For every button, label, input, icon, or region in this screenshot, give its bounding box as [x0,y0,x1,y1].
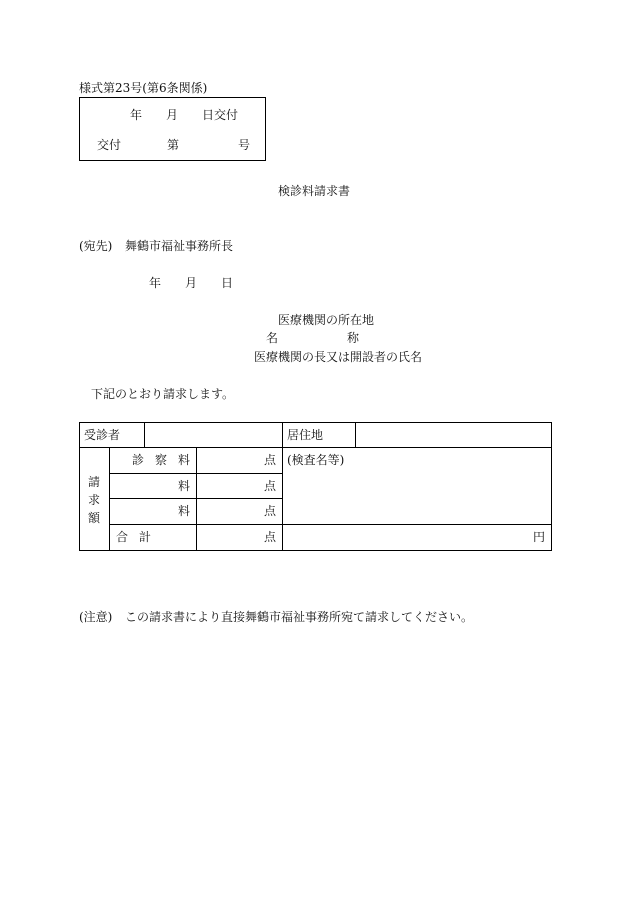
claim-amount-char: 額 [87,511,100,525]
patient-label: 受診者 [84,428,121,442]
claim-amount-char: 求 [87,493,100,507]
total-yen-field[interactable] [283,525,528,550]
institution-name-label-1: 名 [266,331,279,345]
total-unit: 点 [264,530,277,544]
fee-name-field[interactable] [110,499,174,523]
row-label-char: 料 [178,479,191,493]
yen-label: 円 [533,530,546,544]
delivery-year-label: 年 [130,108,143,122]
row-unit: 点 [264,479,277,493]
row-label-char: 料 [178,504,191,518]
request-year-label: 年 [149,276,162,290]
total-points-field[interactable] [197,525,261,550]
institution-name-label-2: 称 [347,331,360,345]
request-statement: 下記のとおり請求します。 [91,387,235,401]
fee-name-field[interactable] [110,474,174,497]
row-label-char: 料 [178,453,191,467]
row-unit: 点 [264,453,277,467]
row-unit: 点 [264,504,277,518]
residence-label: 居住地 [287,428,324,442]
fee-points-field[interactable] [197,499,261,523]
total-label-char: 合 [116,530,129,544]
request-day-label: 日 [221,276,234,290]
consultation-fee-points-field[interactable] [197,448,261,472]
issue-number-suffix: 号 [238,138,251,152]
delivery-box [79,97,266,161]
row-label-char: 察 [155,453,168,467]
form-number: 様式第23号(第6条関係) [79,81,208,95]
issue-label: 交付 [97,138,122,152]
addressee-label: (宛先) [79,239,113,253]
request-month-label: 月 [185,276,198,290]
exam-name-field[interactable] [283,468,551,523]
residence-field[interactable] [356,423,551,446]
institution-address-label: 医療機関の所在地 [278,313,375,327]
patient-field[interactable] [145,423,281,446]
issue-number-prefix: 第 [167,138,180,152]
document-title: 検診料請求書 [278,184,351,198]
delivery-day-label: 日交付 [202,108,239,122]
note-label: (注意) [79,610,113,624]
row-label-char: 診 [132,453,145,467]
total-label-char: 計 [139,530,152,544]
table-rule [79,447,552,448]
note-text: この請求書により直接舞鶴市福祉事務所宛て請求してください。 [125,610,474,624]
exam-name-label: (検査名等) [287,453,345,467]
claim-amount-char: 請 [87,475,100,489]
fee-points-field[interactable] [197,474,261,497]
addressee-name: 舞鶴市福祉事務所長 [125,239,234,253]
institution-head-label: 医療機関の長又は開設者の氏名 [254,350,423,364]
delivery-month-label: 月 [166,108,179,122]
